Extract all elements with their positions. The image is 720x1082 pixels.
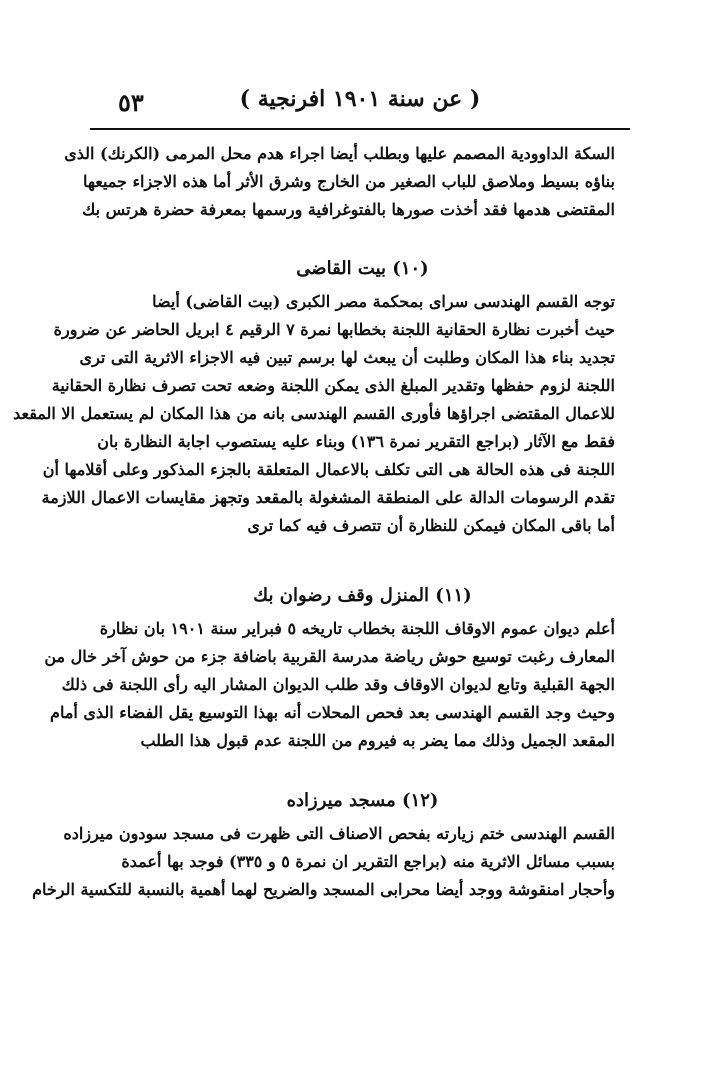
text-line: اللجنة لزوم حفظها وتقدير المبلغ الذى يمكن اللجنة وضعه تحت تصرف نظارة الحقانية [51, 376, 615, 395]
text-line: أما باقى المكان فيمكن للنظارة أن تتصرف فيه كما ترى [247, 516, 615, 535]
section-paragraph-11 [44, 615, 615, 755]
text-line: القسم الهندسى ختم زيارته بفحص الاصناف التى ظهرت فى مسجد سودون ميرزاده [63, 824, 615, 843]
text-line: تقدم الرسومات الدالة على المنطقة المشغولة بالمقعد وتجهز مقايسات الاعمال اللازمة [41, 488, 615, 507]
section-heading-12: (١٢) مسجد ميرزاده [286, 790, 439, 811]
text-line: المعارف رغبت توسيع حوش رياضة مدرسة القربية باضافة جزء من حوش آخر خال من [44, 647, 615, 666]
text-line: وحيث وجد القسم الهندسى بعد فحص المحلات أنه بهذا التوسيع يقل الفضاء الذى أمام [50, 703, 615, 722]
text-line: الجهة القبلية وتابع لديوان الاوقاف وقد طلب الديوان المشار اليه رأى اللجنة فى ذلك [61, 675, 615, 694]
text-line: السكة الداوودية المصمم عليها وبطلب أيضا اجراء هدم محل المرمى (الكرنك) الذى [64, 144, 615, 163]
text-line: توجه القسم الهندسى سراى بمحكمة مصر الكبرى (بيت القاضى) أيضا [152, 292, 615, 311]
section-heading-11: (١١) المنزل وقف رضوان بك [253, 585, 472, 606]
text-line: فقط مع الآثار (براجع التقرير نمرة ١٣٦) وبناء عليه يستصوب اجابة النظارة بان [97, 432, 615, 451]
text-line: بناؤه بسيط وملاصق للباب الصغير من الخارج وشرق الأثر أما هذه الاجزاء جميعها [83, 172, 615, 191]
text-line: اللجنة فى هذه الحالة هى التى تكلف بالاعمال المتعلقة بالجزء المذكور وعلى أقلامها أن [42, 460, 615, 479]
text-line: وأحجار امنقوشة ووجد أيضا محرابى المسجد والضريح لهما أهمية بالنسبة للتكسية الرخام [32, 880, 615, 899]
text-line: حيث أخبرت نظارة الحقانية اللجنة بخطابها نمرة ٧ الرقيم ٤ ابريل الحاضر عن ضرورة [53, 320, 615, 339]
intro-paragraph [64, 140, 615, 224]
header-rule [90, 128, 630, 130]
text-line: أعلم ديوان عموم الاوقاف اللجنة بخطاب تاريخه ٥ فبراير سنة ١٩٠١ بان نظارة [99, 619, 615, 638]
page-header [90, 80, 630, 130]
page-number: ٥٣ [118, 88, 144, 117]
section-paragraph-10 [13, 288, 615, 540]
running-title: ( عن سنة ١٩٠١ افرنجية ) [239, 86, 481, 112]
text-line: المقتضى هدمها فقد أخذت صورها بالفتوغرافية ورسمها بمعرفة حضرة هرتس بك [82, 200, 615, 219]
section-paragraph-12 [32, 820, 615, 904]
text-line: بسبب مسائل الاثرية منه (براجع التقرير ان نمرة ٥ و ٣٣٥) فوجد بها أعمدة [121, 852, 615, 871]
section-heading-10: (١٠) بيت القاضى [296, 258, 429, 279]
text-line: للاعمال المقتضى اجراؤها فأورى القسم الهندسى بانه من هذا المكان لم يستعمل الا المقعد [13, 404, 615, 423]
text-line: المقعد الجميل وذلك مما يضر به فيروم من اللجنة عدم قبول هذا الطلب [140, 731, 615, 750]
text-line: تجديد بناء هذا المكان وطلبت أن يبعث لها برسم تبين فيه الاجزاء الاثرية التى ترى [79, 348, 615, 367]
